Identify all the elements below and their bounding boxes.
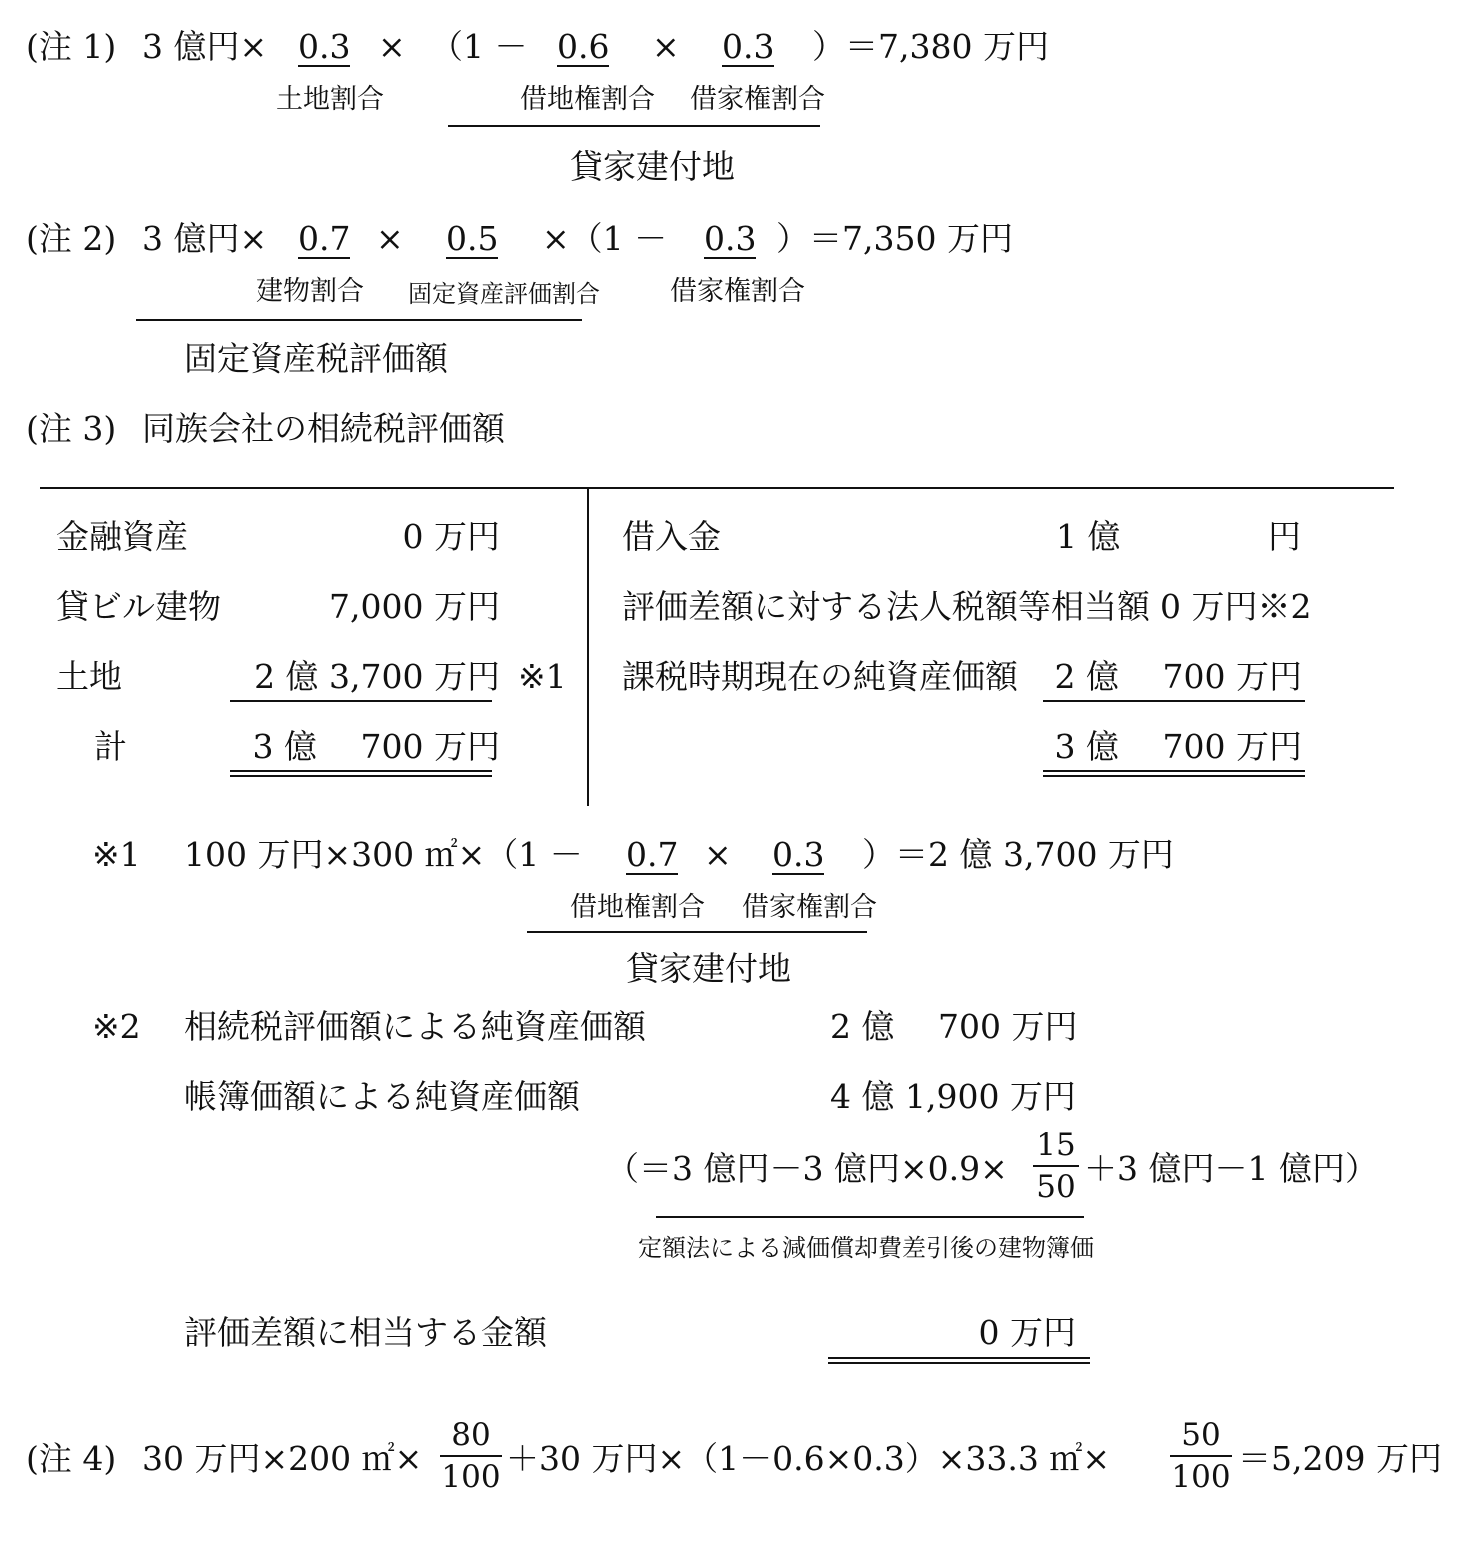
note2-cap-building-ratio: 建物割合 (256, 276, 364, 307)
note2-lease-ratio: 0.3 (704, 219, 757, 258)
ref2-row3-value: 0 万円 (978, 1313, 1076, 1352)
ref1-leasehold-ratio: 0.7 (626, 835, 679, 874)
balance-left-total-label: 計 (94, 727, 127, 766)
balance-left-name: 貸ビル建物 (56, 587, 221, 626)
note1-expr-a: 3 億円× (142, 27, 268, 66)
balance-top-rule (40, 487, 1394, 489)
ref1-mark: ※1 (92, 835, 141, 874)
note2-building-ratio: 0.7 (298, 219, 351, 258)
note4-expr-b: ＋30 万円×（1－0.6×0.3）×33.3 ㎡× (506, 1439, 1111, 1478)
balance-right-value-a: 1 億 (1056, 517, 1121, 556)
note1-label: (注 1) (26, 27, 117, 66)
note2-result: ）＝7,350 万円 (776, 219, 1013, 258)
balance-left-value: 2 億 3,700 万円 (254, 657, 500, 696)
balance-right-value: 2 億 700 万円 (1054, 657, 1302, 696)
note2-group-line (136, 319, 582, 321)
ref1-times: × (704, 835, 732, 874)
note1-land-ratio: 0.3 (298, 27, 351, 66)
note1-result: ）＝7,380 万円 (812, 27, 1049, 66)
note1-times1: × (378, 27, 406, 66)
note4-frac1-numerator: 80 (451, 1417, 491, 1453)
ref2-fraction (1033, 1127, 1079, 1205)
note1-cap-lease-ratio: 借家権割合 (690, 84, 825, 115)
note4-expr-a: 30 万円×200 ㎡× (142, 1439, 423, 1478)
note2-cap-fixed-ratio: 固定資産評価割合 (408, 280, 600, 308)
balance-left-total-double-line (230, 770, 492, 777)
ref1-expr-a: 100 万円×300 ㎡×（1 － (184, 835, 583, 874)
ref2-frac-bar (1033, 1165, 1079, 1167)
note4-frac2-denominator: 100 (1171, 1459, 1231, 1495)
balance-right-total-double-line (1043, 770, 1305, 777)
ref2-row3-label: 評価差額に相当する金額 (184, 1313, 547, 1352)
balance-left-value: 0 万円 (402, 517, 500, 556)
note2-paren-open: ×（1 － (542, 219, 668, 258)
note3-title: 同族会社の相続税評価額 (142, 409, 505, 448)
note2-cap-lease-ratio: 借家権割合 (670, 276, 805, 307)
balance-right-value: 0 万円※2 (1160, 587, 1312, 626)
note1-group-line (448, 125, 820, 127)
balance-left-name: 金融資産 (56, 517, 188, 556)
note1-times2: × (652, 27, 680, 66)
ref2-calc-line (656, 1216, 1084, 1218)
balance-right-name: 課税時期現在の純資産価額 (622, 657, 1018, 696)
balance-right-total: 3 億 700 万円 (1054, 727, 1302, 766)
ref2-mark: ※2 (92, 1007, 141, 1046)
ref2-row1-value: 2 億 700 万円 (830, 1007, 1078, 1046)
note4-frac1-denominator: 100 (441, 1459, 501, 1495)
balance-left-subtotal-line (230, 700, 492, 702)
ref2-calc-b: ＋3 億円－1 億円） (1084, 1149, 1378, 1188)
note2-label: (注 2) (26, 219, 117, 258)
balance-left-value: 7,000 万円 (329, 587, 500, 626)
note4-frac2-bar (1170, 1455, 1232, 1457)
note4-fraction-1 (440, 1417, 502, 1495)
note2-times1: × (376, 219, 404, 258)
ref1-cap-leasehold-ratio: 借地権割合 (570, 892, 705, 923)
ref1-group-line (527, 931, 867, 933)
balance-right-name: 評価差額に対する法人税額等相当額 (622, 587, 1150, 626)
note1-cap-leasehold-ratio: 借地権割合 (520, 84, 655, 115)
balance-right-value-b: 円 (1268, 517, 1301, 556)
ref1-group-label: 貸家建付地 (626, 949, 791, 988)
note1-cap-land-ratio: 土地割合 (276, 84, 384, 115)
balance-right-subtotal-line (1043, 700, 1305, 702)
note1-group-label: 貸家建付地 (570, 147, 735, 186)
balance-right-name: 借入金 (622, 517, 721, 556)
ref2-calc-caption: 定額法による減価償却費差引後の建物簿価 (638, 1234, 1094, 1262)
note4-frac1-bar (440, 1455, 502, 1457)
ref2-calc-a: （＝3 億円－3 億円×0.9× (606, 1149, 1008, 1188)
ref2-row2-label: 帳簿価額による純資産価額 (184, 1077, 580, 1116)
note2-expr-a: 3 億円× (142, 219, 268, 258)
ref2-frac-denominator: 50 (1036, 1169, 1076, 1205)
ref2-row1-label: 相続税評価額による純資産価額 (184, 1007, 646, 1046)
ref1-cap-lease-ratio: 借家権割合 (742, 892, 877, 923)
note4-fraction-2 (1170, 1417, 1232, 1495)
note1-lease-ratio: 0.3 (722, 27, 775, 66)
ref1-result: ）＝2 億 3,700 万円 (862, 835, 1174, 874)
ref2-row2-value: 4 億 1,900 万円 (830, 1077, 1076, 1116)
ref2-row3-double-line (828, 1357, 1090, 1364)
note4-result: ＝5,209 万円 (1238, 1439, 1442, 1478)
balance-left-total: 3 億 700 万円 (252, 727, 500, 766)
note4-label: (注 4) (26, 1439, 117, 1478)
balance-center-rule (587, 488, 589, 806)
note2-group-label: 固定資産税評価額 (184, 339, 448, 378)
note2-fixed-ratio: 0.5 (446, 219, 499, 258)
balance-left-note: ※1 (518, 657, 567, 696)
note4-frac2-numerator: 50 (1181, 1417, 1221, 1453)
note1-leasehold-ratio: 0.6 (557, 27, 610, 66)
note3-label: (注 3) (26, 409, 117, 448)
note1-paren-open: （1 － (430, 27, 528, 66)
balance-left-name: 土地 (56, 657, 122, 696)
ref1-lease-ratio: 0.3 (772, 835, 825, 874)
ref2-frac-numerator: 15 (1036, 1127, 1076, 1163)
